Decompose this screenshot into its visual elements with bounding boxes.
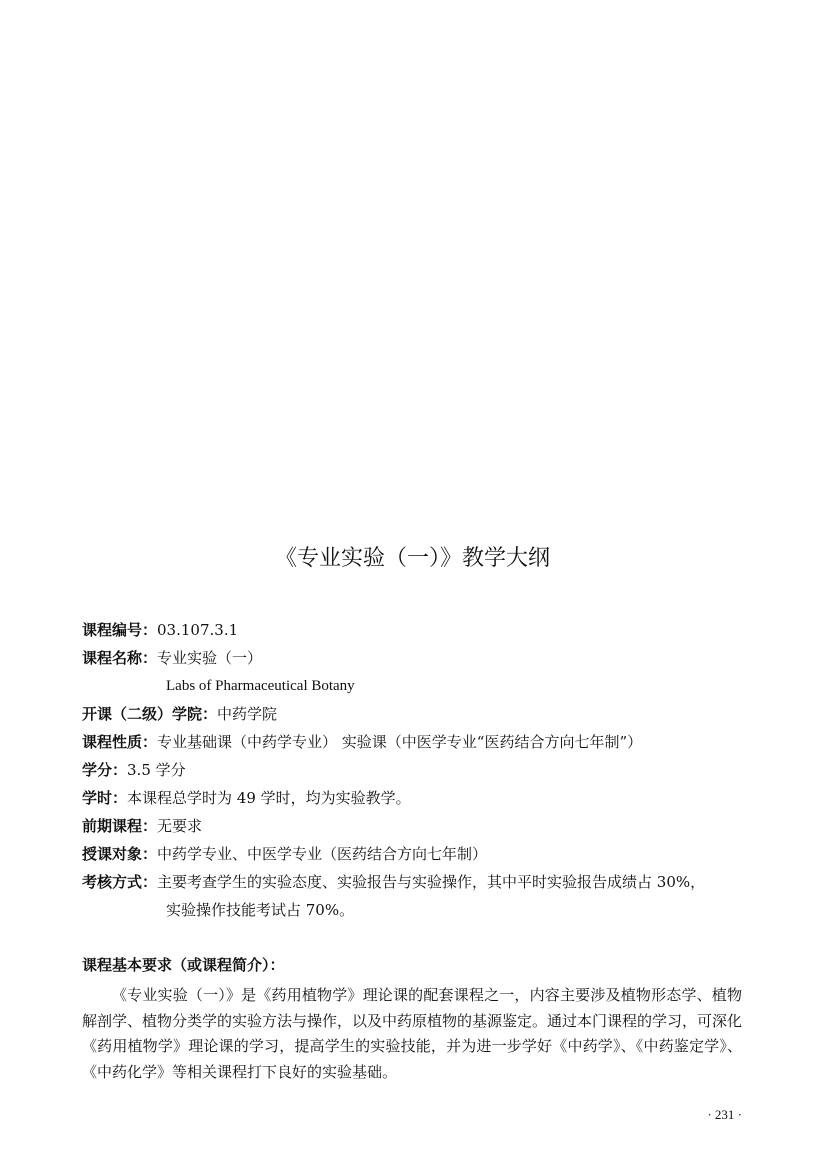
course-code-value: 03.107.3.1 — [157, 621, 239, 639]
page-title: 《专业实验（一）》教学大纲 — [274, 546, 550, 571]
requirements-heading: 课程基本要求（或课程简介）： — [82, 956, 285, 974]
hours-value: 本课程总学时为 49 学时，均为实验教学。 — [127, 789, 411, 807]
credits-field — [82, 760, 186, 780]
audience-label: 授课对象： — [82, 845, 158, 863]
prerequisites-label: 前期课程： — [82, 817, 158, 835]
college-label: 开课（二级）学院： — [82, 705, 218, 723]
hours-label: 学时： — [82, 789, 128, 807]
prerequisites-field — [82, 816, 202, 836]
assessment-label: 考核方式： — [82, 873, 158, 891]
page-number: · 231 · — [707, 1107, 742, 1122]
course-code-field — [82, 620, 238, 640]
course-nature-label: 课程性质： — [82, 733, 158, 751]
course-nature-field — [82, 732, 642, 752]
college-field — [82, 704, 277, 724]
audience-field — [82, 844, 487, 864]
college-value: 中药学院 — [217, 705, 278, 723]
hours-field — [82, 788, 411, 808]
course-name-value: 专业实验（一） — [157, 649, 263, 667]
assessment-value-line1: 主要考查学生的实验态度、实验报告与实验操作，其中平时实验报告成绩占 30%， — [157, 873, 706, 891]
prerequisites-value: 无要求 — [157, 817, 203, 835]
assessment-field — [82, 872, 705, 892]
requirements-body: 《专业实验（一）》是《药用植物学》理论课的配套课程之一，内容主要涉及植物形态学、植物解剖学、植物分类学的实验方法与操作，以及中药原植物的基源鉴定。通过本门课程的学习，可深化《药用植物学》理论课的学习，提高学生的实验技能，并为进一步学好《中药学》、《中药鉴定学》、《中药化学》等相关课程打下良好的实验基础。 — [82, 986, 743, 1081]
course-name-label: 课程名称： — [82, 649, 158, 667]
course-name-field — [82, 648, 262, 668]
course-code-label: 课程编号： — [82, 621, 158, 639]
credits-label: 学分： — [82, 761, 128, 779]
course-name-english: Labs of Pharmaceutical Botany — [166, 678, 355, 694]
course-nature-value: 专业基础课（中药学专业） 实验课（中医学专业“医药结合方向七年制”） — [157, 733, 643, 751]
audience-value: 中药学专业、中医学专业（医药结合方向七年制） — [157, 845, 488, 863]
assessment-value-line2: 实验操作技能考试占 70%。 — [166, 901, 355, 919]
credits-value: 3.5 学分 — [127, 761, 186, 779]
